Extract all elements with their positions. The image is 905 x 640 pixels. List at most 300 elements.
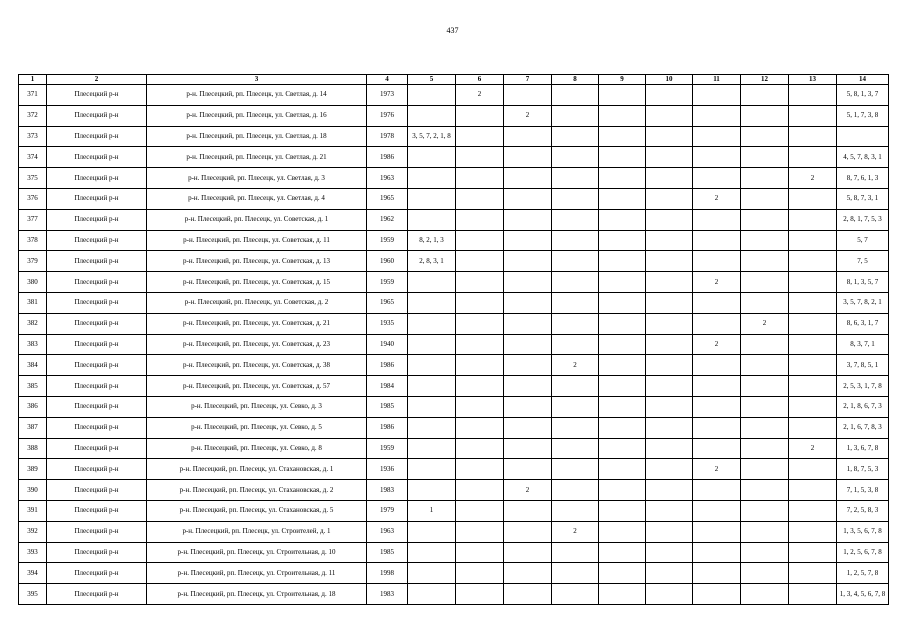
table-row (19, 542, 889, 563)
table-cell-col-12 (741, 85, 789, 106)
table-cell-col-7 (504, 438, 552, 459)
table-cell-col-7 (504, 251, 552, 272)
table-cell-col-7: 2 (504, 480, 552, 501)
table-cell-col-9 (599, 396, 646, 417)
table-cell-col-2: Плесецкий р-н (47, 500, 147, 521)
table-cell-col-13 (789, 209, 837, 230)
table-cell-col-1: 389 (19, 459, 47, 480)
table-cell-col-13 (789, 85, 837, 106)
table-cell-col-14: 2, 8, 1, 7, 5, 3 (837, 209, 889, 230)
table-cell-col-5 (408, 417, 456, 438)
table-cell-col-1: 372 (19, 105, 47, 126)
table-cell-col-2: Плесецкий р-н (47, 438, 147, 459)
table-cell-col-13 (789, 251, 837, 272)
table-cell-col-6 (456, 396, 504, 417)
table-cell-col-4: 1963 (367, 168, 408, 189)
table-cell-col-10 (646, 500, 693, 521)
table-cell-col-13 (789, 334, 837, 355)
table-row (19, 209, 889, 230)
table-cell-col-11 (693, 251, 741, 272)
table-cell-col-3: р-н. Плесецкий, рп. Плесецк, ул. Строительная, д. 11 (147, 563, 367, 584)
table-cell-col-6 (456, 188, 504, 209)
table-cell-col-2: Плесецкий р-н (47, 542, 147, 563)
table-cell-col-1: 381 (19, 292, 47, 313)
table-cell-col-7 (504, 396, 552, 417)
table-cell-col-8: 2 (552, 355, 599, 376)
table-cell-col-2: Плесецкий р-н (47, 417, 147, 438)
table-cell-col-2: Плесецкий р-н (47, 168, 147, 189)
table-cell-col-4: 1986 (367, 355, 408, 376)
column-header-10: 10 (646, 75, 693, 85)
table-cell-col-13 (789, 396, 837, 417)
table-row (19, 168, 889, 189)
table-cell-col-4: 1978 (367, 126, 408, 147)
table-cell-col-5 (408, 438, 456, 459)
table-cell-col-14: 1, 2, 5, 7, 8 (837, 563, 889, 584)
table-cell-col-2: Плесецкий р-н (47, 480, 147, 501)
table-cell-col-5 (408, 521, 456, 542)
table-cell-col-12 (741, 480, 789, 501)
table-cell-col-8 (552, 438, 599, 459)
table-cell-col-14: 7, 5 (837, 251, 889, 272)
table-row (19, 230, 889, 251)
column-header-9: 9 (599, 75, 646, 85)
table-cell-col-2: Плесецкий р-н (47, 563, 147, 584)
table-cell-col-11 (693, 584, 741, 605)
table-cell-col-1: 392 (19, 521, 47, 542)
table-row (19, 459, 889, 480)
table-cell-col-1: 387 (19, 417, 47, 438)
table-cell-col-14: 1, 3, 4, 5, 6, 7, 8 (837, 584, 889, 605)
table-cell-col-10 (646, 480, 693, 501)
table-cell-col-13: 2 (789, 168, 837, 189)
table-cell-col-12 (741, 292, 789, 313)
table-cell-col-9 (599, 480, 646, 501)
table-cell-col-8 (552, 85, 599, 106)
table-cell-col-8 (552, 584, 599, 605)
table-cell-col-11 (693, 376, 741, 397)
table-cell-col-2: Плесецкий р-н (47, 85, 147, 106)
table-cell-col-7 (504, 85, 552, 106)
table-cell-col-11 (693, 480, 741, 501)
table-cell-col-11 (693, 85, 741, 106)
table-cell-col-9 (599, 147, 646, 168)
table-cell-col-12: 2 (741, 313, 789, 334)
table-cell-col-14: 2, 5, 3, 1, 7, 8 (837, 376, 889, 397)
table-cell-col-3: р-н. Плесецкий, рп. Плесецк, ул. Советская, д. 13 (147, 251, 367, 272)
table-cell-col-4: 1986 (367, 417, 408, 438)
table-cell-col-11 (693, 209, 741, 230)
table-cell-col-2: Плесецкий р-н (47, 334, 147, 355)
column-header-1: 1 (19, 75, 47, 85)
table-cell-col-3: р-н. Плесецкий, рп. Плесецк, ул. Советская, д. 11 (147, 230, 367, 251)
table-cell-col-14: 5, 1, 7, 3, 8 (837, 105, 889, 126)
table-cell-col-10 (646, 209, 693, 230)
table-cell-col-2: Плесецкий р-н (47, 521, 147, 542)
table-cell-col-1: 388 (19, 438, 47, 459)
table-cell-col-14: 5, 8, 7, 3, 1 (837, 188, 889, 209)
table-cell-col-14: 8, 7, 6, 1, 3 (837, 168, 889, 189)
table-cell-col-10 (646, 85, 693, 106)
table-cell-col-11 (693, 147, 741, 168)
column-header-14: 14 (837, 75, 889, 85)
table-cell-col-12 (741, 147, 789, 168)
table-cell-col-1: 376 (19, 188, 47, 209)
table-cell-col-8 (552, 230, 599, 251)
table-cell-col-9 (599, 584, 646, 605)
table-cell-col-10 (646, 188, 693, 209)
table-cell-col-7 (504, 188, 552, 209)
table-cell-col-7 (504, 459, 552, 480)
table-cell-col-1: 380 (19, 272, 47, 293)
table-row (19, 313, 889, 334)
table-cell-col-11 (693, 500, 741, 521)
table-cell-col-10 (646, 459, 693, 480)
table-cell-col-4: 1935 (367, 313, 408, 334)
table-cell-col-5 (408, 376, 456, 397)
table-cell-col-14 (837, 126, 889, 147)
table-cell-col-13: 2 (789, 438, 837, 459)
column-header-4: 4 (367, 75, 408, 85)
table-cell-col-5: 2, 8, 3, 1 (408, 251, 456, 272)
table-cell-col-3: р-н. Плесецкий, рп. Плесецк, ул. Строительная, д. 18 (147, 584, 367, 605)
table-cell-col-1: 391 (19, 500, 47, 521)
table-cell-col-9 (599, 500, 646, 521)
table-cell-col-6 (456, 584, 504, 605)
table-cell-col-8 (552, 459, 599, 480)
table-cell-col-7 (504, 500, 552, 521)
table-cell-col-8 (552, 313, 599, 334)
table-cell-col-3: р-н. Плесецкий, рп. Плесецк, ул. Строительная, д. 10 (147, 542, 367, 563)
table-cell-col-13 (789, 480, 837, 501)
table-cell-col-8 (552, 168, 599, 189)
table-cell-col-6 (456, 272, 504, 293)
table-cell-col-4: 1936 (367, 459, 408, 480)
table-row (19, 272, 889, 293)
table-cell-col-5 (408, 459, 456, 480)
table-cell-col-5 (408, 272, 456, 293)
header-row (19, 75, 889, 85)
table-cell-col-9 (599, 459, 646, 480)
table-cell-col-5 (408, 480, 456, 501)
table-cell-col-9 (599, 230, 646, 251)
table-cell-col-10 (646, 438, 693, 459)
table-cell-col-6 (456, 168, 504, 189)
table-cell-col-8 (552, 563, 599, 584)
table-cell-col-9 (599, 563, 646, 584)
table-cell-col-6 (456, 376, 504, 397)
table-cell-col-1: 384 (19, 355, 47, 376)
table-cell-col-12 (741, 251, 789, 272)
table-cell-col-9 (599, 521, 646, 542)
table-cell-col-6 (456, 334, 504, 355)
table-cell-col-3: р-н. Плесецкий, рп. Плесецк, ул. Светлая, д. 16 (147, 105, 367, 126)
table-cell-col-10 (646, 396, 693, 417)
table-cell-col-3: р-н. Плесецкий, рп. Плесецк, ул. Светлая, д. 4 (147, 188, 367, 209)
table-cell-col-4: 1986 (367, 147, 408, 168)
table-cell-col-7 (504, 292, 552, 313)
table-cell-col-4: 1985 (367, 396, 408, 417)
table-cell-col-6 (456, 480, 504, 501)
table-cell-col-13 (789, 230, 837, 251)
table-cell-col-4: 1973 (367, 85, 408, 106)
column-header-3: 3 (147, 75, 367, 85)
table-cell-col-7 (504, 376, 552, 397)
table-cell-col-4: 1965 (367, 292, 408, 313)
table-row (19, 396, 889, 417)
table-cell-col-8 (552, 126, 599, 147)
table-cell-col-6 (456, 355, 504, 376)
table-cell-col-11 (693, 230, 741, 251)
table-row (19, 251, 889, 272)
table-cell-col-1: 375 (19, 168, 47, 189)
table-cell-col-3: р-н. Плесецкий, рп. Плесецк, ул. Советская, д. 1 (147, 209, 367, 230)
table-cell-col-5 (408, 396, 456, 417)
table-cell-col-10 (646, 542, 693, 563)
table-cell-col-7 (504, 147, 552, 168)
table-cell-col-4: 1976 (367, 105, 408, 126)
table-cell-col-3: р-н. Плесецкий, рп. Плесецк, ул. Светлая, д. 21 (147, 147, 367, 168)
table-cell-col-10 (646, 105, 693, 126)
table-row (19, 584, 889, 605)
table-cell-col-12 (741, 188, 789, 209)
table-row (19, 563, 889, 584)
table-cell-col-8 (552, 480, 599, 501)
table-cell-col-5 (408, 542, 456, 563)
table-cell-col-7 (504, 168, 552, 189)
table-cell-col-7 (504, 521, 552, 542)
table-cell-col-8 (552, 147, 599, 168)
table-cell-col-2: Плесецкий р-н (47, 396, 147, 417)
table-cell-col-14: 1, 8, 7, 5, 3 (837, 459, 889, 480)
table-cell-col-14: 3, 5, 7, 8, 2, 1 (837, 292, 889, 313)
table-cell-col-3: р-н. Плесецкий, рп. Плесецк, ул. Строителей, д. 1 (147, 521, 367, 542)
table-cell-col-13 (789, 355, 837, 376)
table-cell-col-10 (646, 563, 693, 584)
table-cell-col-1: 382 (19, 313, 47, 334)
table-cell-col-13 (789, 105, 837, 126)
table-cell-col-4: 1984 (367, 376, 408, 397)
table-cell-col-3: р-н. Плесецкий, рп. Плесецк, ул. Светлая, д. 18 (147, 126, 367, 147)
table-row (19, 147, 889, 168)
table-cell-col-5: 1 (408, 500, 456, 521)
table-cell-col-2: Плесецкий р-н (47, 105, 147, 126)
table-cell-col-4: 1979 (367, 500, 408, 521)
table-cell-col-10 (646, 292, 693, 313)
table-cell-col-5 (408, 209, 456, 230)
table-cell-col-12 (741, 168, 789, 189)
table-cell-col-14: 2, 1, 6, 7, 8, 3 (837, 417, 889, 438)
table-cell-col-11 (693, 313, 741, 334)
table-cell-col-3: р-н. Плесецкий, рп. Плесецк, ул. Стахановская, д. 1 (147, 459, 367, 480)
table-cell-col-5 (408, 105, 456, 126)
table-cell-col-9 (599, 292, 646, 313)
table-cell-col-12 (741, 376, 789, 397)
table-cell-col-7 (504, 313, 552, 334)
table-cell-col-12 (741, 105, 789, 126)
table-cell-col-3: р-н. Плесецкий, рп. Плесецк, ул. Советская, д. 38 (147, 355, 367, 376)
table-cell-col-10 (646, 355, 693, 376)
table-cell-col-6 (456, 563, 504, 584)
table-cell-col-8: 2 (552, 521, 599, 542)
table-cell-col-14: 8, 1, 3, 5, 7 (837, 272, 889, 293)
table-cell-col-2: Плесецкий р-н (47, 230, 147, 251)
table-cell-col-8 (552, 417, 599, 438)
table-cell-col-6 (456, 251, 504, 272)
table-cell-col-11 (693, 438, 741, 459)
table-cell-col-13 (789, 376, 837, 397)
table-cell-col-9 (599, 251, 646, 272)
table-cell-col-6 (456, 147, 504, 168)
table-cell-col-13 (789, 542, 837, 563)
table-cell-col-3: р-н. Плесецкий, рп. Плесецк, ул. Советская, д. 57 (147, 376, 367, 397)
table-cell-col-8 (552, 188, 599, 209)
table-cell-col-4: 1983 (367, 480, 408, 501)
table-cell-col-12 (741, 584, 789, 605)
table-cell-col-6 (456, 292, 504, 313)
table-cell-col-6 (456, 126, 504, 147)
table-cell-col-13 (789, 126, 837, 147)
table-cell-col-9 (599, 188, 646, 209)
table-cell-col-9 (599, 334, 646, 355)
table-cell-col-4: 1940 (367, 334, 408, 355)
table-cell-col-5 (408, 563, 456, 584)
table-cell-col-5 (408, 85, 456, 106)
table-cell-col-11 (693, 168, 741, 189)
table-cell-col-1: 390 (19, 480, 47, 501)
table-cell-col-12 (741, 438, 789, 459)
table-cell-col-5 (408, 584, 456, 605)
column-header-5: 5 (408, 75, 456, 85)
table-cell-col-14: 7, 2, 5, 8, 3 (837, 500, 889, 521)
table-cell-col-9 (599, 355, 646, 376)
table-cell-col-10 (646, 584, 693, 605)
table-cell-col-1: 385 (19, 376, 47, 397)
table-cell-col-6 (456, 417, 504, 438)
table-cell-col-7 (504, 584, 552, 605)
table-cell-col-14: 1, 2, 5, 6, 7, 8 (837, 542, 889, 563)
table-cell-col-1: 374 (19, 147, 47, 168)
table-cell-col-9 (599, 126, 646, 147)
table-cell-col-1: 377 (19, 209, 47, 230)
table-cell-col-4: 1998 (367, 563, 408, 584)
table-row (19, 376, 889, 397)
table-cell-col-2: Плесецкий р-н (47, 376, 147, 397)
table-cell-col-7 (504, 230, 552, 251)
table-row (19, 355, 889, 376)
table-cell-col-10 (646, 230, 693, 251)
table-cell-col-12 (741, 126, 789, 147)
table-cell-col-8 (552, 105, 599, 126)
register-table (18, 74, 889, 605)
table-cell-col-8 (552, 251, 599, 272)
table-cell-col-6: 2 (456, 85, 504, 106)
table-cell-col-14: 7, 1, 5, 3, 8 (837, 480, 889, 501)
table-cell-col-6 (456, 105, 504, 126)
table-cell-col-4: 1959 (367, 438, 408, 459)
table-cell-col-12 (741, 542, 789, 563)
table-cell-col-9 (599, 313, 646, 334)
table-cell-col-10 (646, 147, 693, 168)
table-cell-col-3: р-н. Плесецкий, рп. Плесецк, ул. Севко, д. 3 (147, 396, 367, 417)
column-header-13: 13 (789, 75, 837, 85)
table-cell-col-3: р-н. Плесецкий, рп. Плесецк, ул. Светлая, д. 14 (147, 85, 367, 106)
table-row (19, 438, 889, 459)
column-header-6: 6 (456, 75, 504, 85)
table-cell-col-10 (646, 168, 693, 189)
table-cell-col-2: Плесецкий р-н (47, 584, 147, 605)
table-cell-col-9 (599, 542, 646, 563)
table-cell-col-1: 393 (19, 542, 47, 563)
table-row (19, 188, 889, 209)
table-cell-col-2: Плесецкий р-н (47, 251, 147, 272)
table-row (19, 521, 889, 542)
table-cell-col-10 (646, 272, 693, 293)
table-cell-col-14: 8, 6, 3, 1, 7 (837, 313, 889, 334)
table-cell-col-14: 1, 3, 5, 6, 7, 8 (837, 521, 889, 542)
table-cell-col-2: Плесецкий р-н (47, 272, 147, 293)
table-cell-col-2: Плесецкий р-н (47, 459, 147, 480)
table-cell-col-8 (552, 376, 599, 397)
table-cell-col-2: Плесецкий р-н (47, 147, 147, 168)
table-row (19, 292, 889, 313)
table-cell-col-3: р-н. Плесецкий, рп. Плесецк, ул. Севко, д. 8 (147, 438, 367, 459)
table-cell-col-3: р-н. Плесецкий, рп. Плесецк, ул. Советская, д. 21 (147, 313, 367, 334)
table-cell-col-13 (789, 272, 837, 293)
table-cell-col-7 (504, 563, 552, 584)
table-cell-col-6 (456, 500, 504, 521)
table-cell-col-4: 1965 (367, 188, 408, 209)
table-cell-col-7: 2 (504, 105, 552, 126)
table-cell-col-4: 1963 (367, 521, 408, 542)
table-cell-col-11 (693, 355, 741, 376)
table-cell-col-1: 373 (19, 126, 47, 147)
table-cell-col-11 (693, 105, 741, 126)
table-cell-col-2: Плесецкий р-н (47, 292, 147, 313)
column-header-8: 8 (552, 75, 599, 85)
table-cell-col-2: Плесецкий р-н (47, 355, 147, 376)
table-row (19, 417, 889, 438)
table-cell-col-12 (741, 334, 789, 355)
table-cell-col-5 (408, 188, 456, 209)
table-cell-col-14: 3, 7, 8, 5, 1 (837, 355, 889, 376)
table-row (19, 480, 889, 501)
table-cell-col-11: 2 (693, 272, 741, 293)
table-cell-col-4: 1960 (367, 251, 408, 272)
table-cell-col-6 (456, 438, 504, 459)
table-cell-col-2: Плесецкий р-н (47, 126, 147, 147)
column-header-7: 7 (504, 75, 552, 85)
table-cell-col-11 (693, 417, 741, 438)
table-cell-col-7 (504, 542, 552, 563)
table-cell-col-9 (599, 168, 646, 189)
table-cell-col-10 (646, 126, 693, 147)
table-row (19, 105, 889, 126)
table-cell-col-5 (408, 313, 456, 334)
table-cell-col-4: 1983 (367, 584, 408, 605)
table-cell-col-3: р-н. Плесецкий, рп. Плесецк, ул. Стахановская, д. 5 (147, 500, 367, 521)
table-cell-col-5 (408, 147, 456, 168)
table-cell-col-5: 3, 5, 7, 2, 1, 8 (408, 126, 456, 147)
table-cell-col-5 (408, 168, 456, 189)
table-cell-col-3: р-н. Плесецкий, рп. Плесецк, ул. Советская, д. 23 (147, 334, 367, 355)
table-cell-col-12 (741, 230, 789, 251)
table-cell-col-14: 8, 3, 7, 1 (837, 334, 889, 355)
table-cell-col-14: 4, 5, 7, 8, 3, 1 (837, 147, 889, 168)
table-cell-col-4: 1962 (367, 209, 408, 230)
table-cell-col-3: р-н. Плесецкий, рп. Плесецк, ул. Советская, д. 15 (147, 272, 367, 293)
table-cell-col-10 (646, 251, 693, 272)
